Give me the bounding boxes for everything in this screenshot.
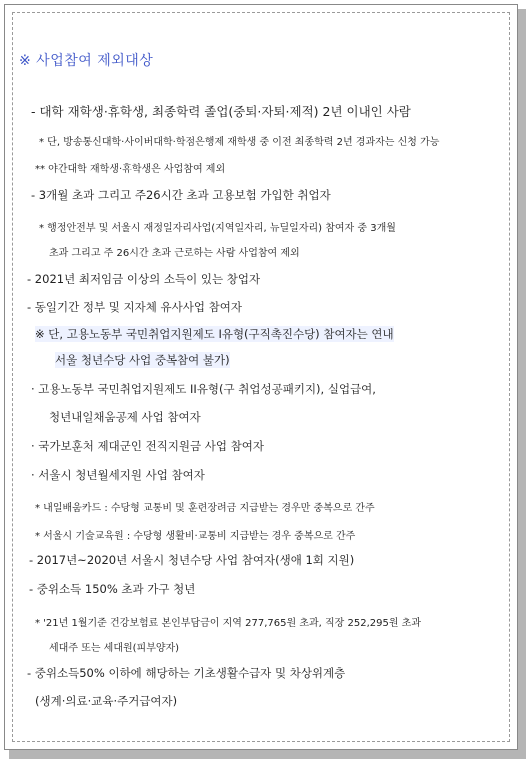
item-employment-support-type2-cont: 청년내일채움공제 사업 참여자	[49, 410, 201, 424]
notice-box	[4, 4, 518, 750]
note-night-university: ** 야간대학 재학생·휴학생은 사업참여 제외	[35, 164, 226, 175]
note-public-jobs-cont: 초과 그리고 주 26시간 초과 근로하는 사람 사업참여 제외	[49, 248, 300, 259]
item-startup-income: - 2021년 최저임금 이상의 소득이 있는 창업자	[27, 272, 261, 286]
note-employment-support-type1: ※ 단, 고용노동부 국민취업지원제도 I유형(구직촉진수당) 참여자는 연내	[35, 327, 394, 341]
item-basic-livelihood-cont: (생계·의료·교육·주거급여자)	[35, 694, 178, 708]
item-similar-programs: - 동일기간 정부 및 지자체 유사사업 참여자	[27, 300, 242, 314]
notice-inner-border	[12, 12, 510, 742]
note-employment-support-type1-cont: 서울 청년수당 사업 중복참여 불가)	[55, 353, 230, 367]
item-employment-support-type2: · 고용노동부 국민취업지원제도 II유형(구 취업성공패키지), 실업급여,	[31, 382, 376, 396]
item-university-students: - 대학 재학생·휴학생, 최종학력 졸업(중퇴·자퇴·제적) 2년 이내인 사람	[31, 104, 411, 119]
item-rent-support: · 서울시 청년월세지원 사업 참여자	[31, 468, 205, 482]
note-technical-institute: * 서울시 기술교육원 : 수당형 생활비·교통비 지급받는 경우 중복으로 간주	[35, 531, 356, 542]
note-training-card: * 내일배움카드 : 수당형 교통비 및 훈련장려금 지급받는 경우만 중복으로 간주	[35, 503, 375, 514]
item-employed-insured: - 3개월 초과 그리고 주26시간 초과 고용보험 가입한 취업자	[31, 188, 331, 202]
note-health-insurance-cont: 세대주 또는 세대원(피부양자)	[49, 643, 180, 654]
note-public-jobs: * 행정안전부 및 서울시 재정일자리사업(지역일자리, 뉴딜일자리) 참여자 중 3개월	[39, 223, 396, 234]
item-median-income-150: - 중위소득 150% 초과 가구 청년	[29, 582, 196, 596]
item-previous-allowance: - 2017년~2020년 서울시 청년수당 사업 참여자(생애 1회 지원)	[29, 553, 355, 567]
section-heading: ※ 사업참여 제외대상	[19, 53, 154, 69]
item-basic-livelihood: - 중위소득50% 이하에 해당하는 기초생활수급자 및 차상위계층	[27, 666, 346, 680]
note-cyber-university: * 단, 방송통신대학·사이버대학·학점은행제 재학생 중 이전 최종학력 2년 경과자는 신청 가능	[39, 137, 440, 148]
note-health-insurance: * '21년 1월기준 건강보험료 본인부담금이 지역 277,765원 초과, 직장 252,295원 초과	[35, 618, 422, 629]
item-veterans-support: · 국가보훈처 제대군인 전직지원금 사업 참여자	[31, 439, 265, 453]
